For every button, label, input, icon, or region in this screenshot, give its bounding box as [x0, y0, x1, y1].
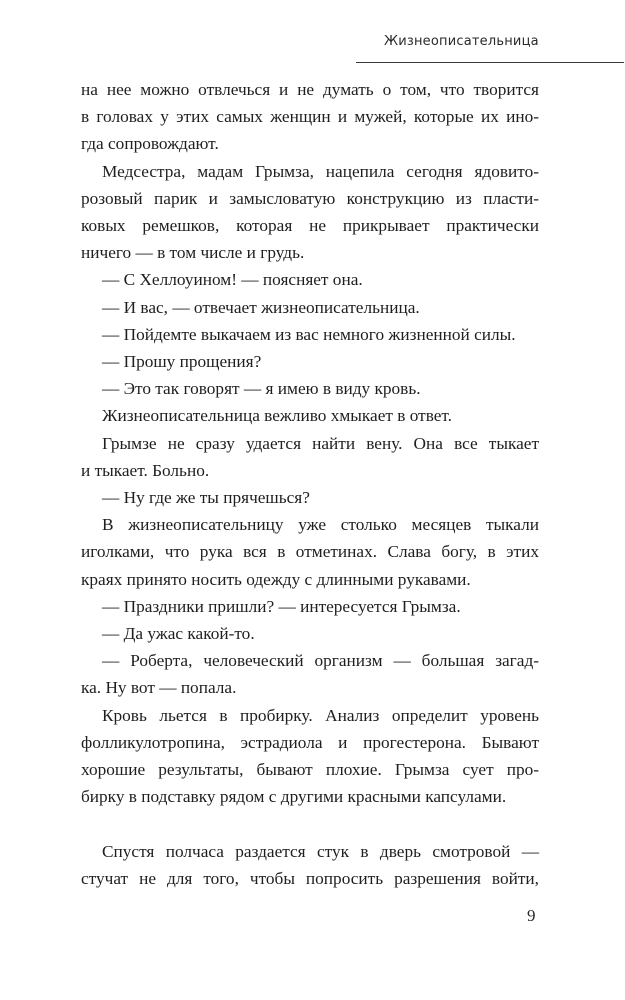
text-line: бирку в подставку рядом с другими красными капсулами.	[81, 787, 507, 807]
text-line: хорошие результаты, бывают плохие. Грымза сует про-	[81, 760, 539, 780]
text-line: краях принято носить одежду с длинными рукавами.	[81, 569, 471, 589]
dialogue-line: — Роберта, человеческий организм — большая загад-	[102, 651, 539, 671]
dialogue-line: — Праздники пришли? — интересуется Грымза.	[102, 596, 461, 616]
body-text	[81, 76, 539, 892]
text-line: розовый парик и замысловатую конструкцию из пласти-	[81, 188, 539, 208]
dialogue-line: — И вас, — отвечает жизнеописательница.	[102, 297, 420, 317]
text-line: и тыкает. Больно.	[81, 460, 210, 480]
text-line: гда сопровождают.	[81, 134, 219, 154]
text-line: фолликулотропина, эстрадиола и прогестерона. Бывают	[81, 732, 539, 752]
dialogue-line: — Прошу прощения?	[102, 352, 262, 372]
text-line: ничего — в том числе и грудь.	[81, 243, 305, 263]
dialogue-line: — Пойдемте выкачаем из вас немного жизненной силы.	[102, 324, 516, 344]
paragraph-start-line: Кровь льется в пробирку. Анализ определит уровень	[102, 705, 539, 725]
paragraph-start-line: Грымзе не сразу удается найти вену. Она все тыкает	[102, 433, 539, 453]
paragraph-start-line: Медсестра, мадам Грымза, нацепила сегодня ядовито-	[102, 161, 539, 181]
header-rule	[356, 62, 624, 63]
text-line: иголками, что рука вся в отметинах. Слава богу, в этих	[81, 542, 539, 562]
text-line: на нее можно отвлечься и не думать о том, что творится	[81, 80, 539, 99]
dialogue-line: — Это так говорят — я имею в виду кровь.	[102, 379, 421, 399]
text-line: ка. Ну вот — попала.	[81, 678, 237, 698]
text-line: в головах у этих самых женщин и мужей, которые их ино-	[81, 107, 539, 127]
page-number: 9	[527, 906, 536, 925]
dialogue-line: — Да ужас какой-то.	[102, 624, 255, 644]
dialogue-line: — С Хеллоуином! — поясняет она.	[102, 270, 363, 290]
text-line: ковых ремешков, которая не прикрывает практически	[81, 216, 539, 236]
running-head: Жизнеописательница	[384, 34, 539, 49]
text-line: стучат не для того, чтобы попросить разрешения войти,	[81, 868, 539, 888]
paragraph-start-line: В жизнеописательницу уже столько месяцев тыкали	[102, 515, 539, 535]
section-break	[81, 810, 539, 837]
paragraph-start-line: Жизнеописательница вежливо хмыкает в ответ.	[102, 406, 453, 426]
paragraph-start-line: Спустя полчаса раздается стук в дверь смотровой —	[102, 841, 539, 861]
dialogue-line: — Ну где же ты прячешься?	[102, 488, 310, 508]
